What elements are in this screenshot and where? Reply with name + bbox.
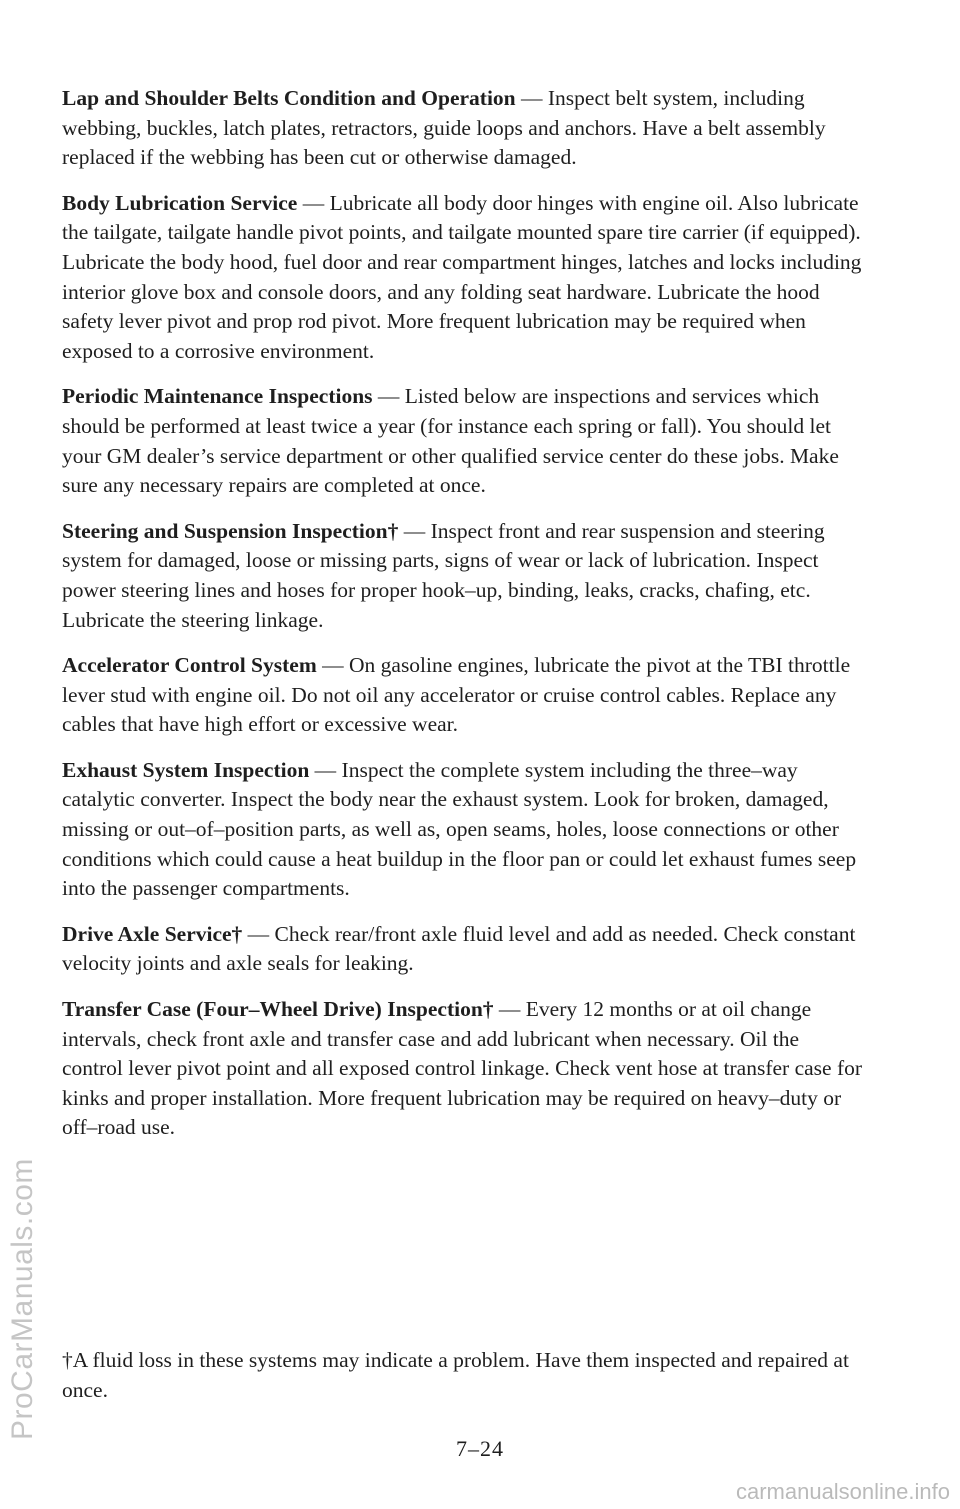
site-footer-link[interactable]: carmanualsonline.info xyxy=(735,1479,950,1504)
section-steering-suspension xyxy=(62,517,862,635)
footnote: †A fluid loss in these systems may indicate a problem. Have them inspected and repaired at once. xyxy=(62,1348,849,1402)
section-heading: Accelerator Control System xyxy=(62,653,317,678)
section-body: — Check rear/front axle fluid level and add as needed. Check constant velocity joints and axle seals for leaking. xyxy=(62,921,856,976)
section-heading: Body Lubrication Service xyxy=(62,190,298,215)
section-exhaust-system xyxy=(62,756,862,904)
section-body-lubrication xyxy=(62,189,862,367)
section-body: — Inspect belt system, including webbing, buckles, latch plates, retractors, guide loops and anchors. Have a belt assembly replaced if the webbing has been cut or otherwise damaged. xyxy=(62,86,826,170)
manual-page-body xyxy=(62,84,862,1159)
section-heading: Periodic Maintenance Inspections xyxy=(62,384,373,409)
section-transfer-case xyxy=(62,995,862,1143)
page-number: 7–24 xyxy=(456,1436,504,1461)
section-accelerator-control xyxy=(62,651,862,740)
section-heading: Drive Axle Service† xyxy=(62,921,243,946)
section-body: — Inspect the complete system including the three–way catalytic converter. Inspect the body near the exhaust system. Look for broken, damaged, missing or out–of–position parts, as well as, open seams, holes, loose connections or other conditions which could cause a heat buildup in the floor pan or could let exhaust fumes seep into the passenger compartments. xyxy=(62,757,857,901)
section-periodic-maintenance xyxy=(62,382,862,500)
section-heading: Transfer Case (Four–Wheel Drive) Inspection† xyxy=(62,997,494,1022)
section-body: — Lubricate all body door hinges with engine oil. Also lubricate the tailgate, tailgate handle pivot points, and tailgate mounted spare tire carrier (if equipped). Lubricate the body hood, fuel door and rear compartment hinges, latches and locks including interior glove box and console doors, and any folding seat hardware. Lubricate the hood safety lever pivot and prop rod pivot. More frequent lubrication may be required when exposed to a corrosive environment. xyxy=(62,190,862,363)
section-body: — On gasoline engines, lubricate the pivot at the TBI throttle lever stud with engine oil. Do not oil any accelerator or cruise control cables. Replace any cables that have high effort or excessive wear. xyxy=(62,653,851,737)
section-drive-axle xyxy=(62,920,862,979)
section-lap-shoulder-belts xyxy=(62,84,862,173)
section-heading: Lap and Shoulder Belts Condition and Operation xyxy=(62,86,516,110)
section-heading: Steering and Suspension Inspection† xyxy=(62,518,399,543)
section-body: — Every 12 months or at oil change intervals, check front axle and transfer case and add lubricant when necessary. Oil the control lever pivot point and all exposed control linkage. Check vent hose at transfer case for kinks and proper installation. More frequent lubrication may be required on heavy–duty or off–road use. xyxy=(62,997,863,1140)
section-body: — Inspect front and rear suspension and steering system for damaged, loose or missing parts, signs of wear or lack of lubrication. Inspect power steering lines and hoses for proper hook–up, binding, leaks, cracks, chafing, etc. Lubricate the steering linkage. xyxy=(62,518,825,632)
watermark: ProCarManuals.com xyxy=(6,1158,39,1440)
section-heading: Exhaust System Inspection xyxy=(62,757,310,782)
section-body: — Listed below are inspections and services which should be performed at least twice a year (for instance each spring or fall). You should let your GM dealer’s service department or other qualified service center do these jobs. Make sure any necessary repairs are completed at once. xyxy=(62,384,839,498)
